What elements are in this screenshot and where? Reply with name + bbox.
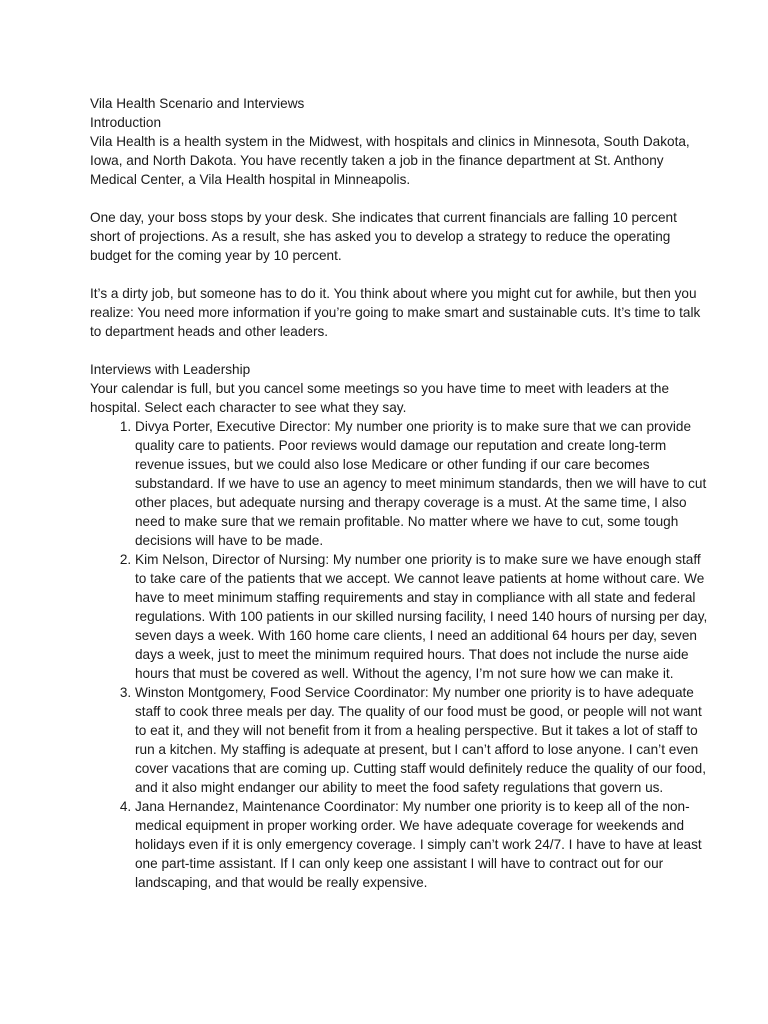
intro-paragraph-3: It’s a dirty job, but someone has to do it. You think about where you might cut for awhile, but then you realize: You need more information if you’re going to make smart and sustainable cuts. It’s time to talk to department heads and other leaders. [90, 286, 701, 339]
interview-item: 1. Divya Porter, Executive Director: My number one priority is to make sure that we can provide quality care to patients. Poor reviews would damage our reputation and create long-term revenue issues, but we could also lose Medicare or other funding if our care becomes substandard. If we have to use an agency to meet minimum standards, then we will have to cut other places, but adequate nursing and therapy coverage is a must. At the same time, I also need to make sure that we remain profitable. No matter where we have to cut, some tough decisions will have to be made. [135, 417, 708, 550]
interviews-list [90, 417, 708, 892]
intro-paragraph-1: Vila Health is a health system in the Midwest, with hospitals and clinics in Minnesota, South Dakota, Iowa, and North Dakota. You have recently taken a job in the finance department at St. Anthony Medical Center, a Vila Health hospital in Minneapolis. [90, 134, 690, 187]
interview-item: 4. Jana Hernandez, Maintenance Coordinator: My number one priority is to keep all of the non-medical equipment in proper working order. We have adequate coverage for weekends and holidays even if it is only emergency coverage. I simply can’t work 24/7. I have to have at least one part-time assistant. If I can only keep one assistant I will have to contract out for our landscaping, and that would be really expensive. [135, 797, 708, 892]
paragraph-spacer [90, 189, 708, 208]
interview-item: 2. Kim Nelson, Director of Nursing: My number one priority is to make sure we have enough staff to take care of the patients that we accept. We cannot leave patients at home without care. We have to meet minimum staffing requirements and stay in compliance with all state and federal regulations. With 100 patients in our skilled nursing facility, I need 140 hours of nursing per day, seven days a week. With 160 home care clients, I need an additional 64 hours per day, seven days a week, just to meet the minimum required hours. That does not include the nurse aide hours that must be covered as well. Without the agency, I’m not sure how we can make it. [135, 550, 708, 683]
paragraph-spacer [90, 265, 708, 284]
intro-heading: Introduction [90, 115, 162, 130]
interviews-heading: Interviews with Leadership [90, 362, 251, 377]
intro-paragraph-2: One day, your boss stops by your desk. She indicates that current financials are falling 10 percent short of projections. As a result, she has asked you to develop a strategy to reduce the operating budget for the coming year by 10 percent. [90, 210, 677, 263]
document-title: Vila Health Scenario and Interviews [90, 96, 305, 111]
interview-item: 3. Winston Montgomery, Food Service Coordinator: My number one priority is to have adequate staff to cook three meals per day. The quality of our food must be good, or people will not want to eat it, and they will not benefit from it from a healing perspective. But it takes a lot of staff to run a kitchen. My staffing is adequate at present, but I can’t afford to lose anyone. I can’t even cover vacations that are coming up. Cutting staff would definitely reduce the quality of our food, and it also might endanger our ability to meet the food safety regulations that govern us. [135, 683, 708, 797]
paragraph-spacer [90, 341, 708, 360]
interviews-intro: Your calendar is full, but you cancel some meetings so you have time to meet with leaders at the hospital. Select each character to see what they say. [90, 381, 670, 415]
